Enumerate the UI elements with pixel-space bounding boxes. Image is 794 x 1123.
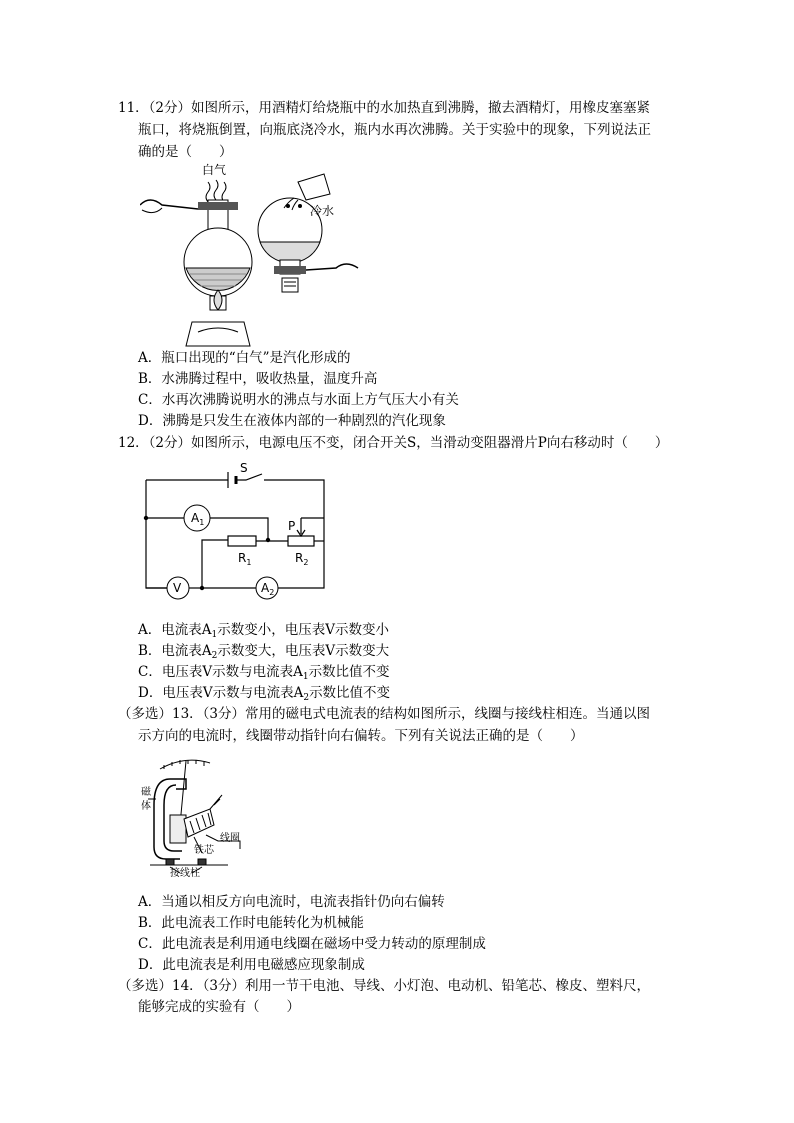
steam-wisps	[206, 180, 226, 202]
q13-option-d: D．此电流表是利用电磁感应现象制成	[138, 957, 365, 973]
q13-stem-line1: （多选）13．（3分）常用的磁电式电流表的结构如图所示，线圈与接线柱相连。当通以图	[118, 706, 651, 722]
q13-stem-line2: 示方向的电流时，线圈带动指针向右偏转。下列有关说法正确的是（ ）	[138, 728, 584, 744]
r1-label: $R_1$	[238, 551, 252, 567]
q11-option-c: C．水再次沸腾说明水的沸点与水面上方气压大小有关	[138, 392, 459, 408]
q12-stem-line1: 12．（2分）如图所示，电源电压不变，闭合开关S，当滑动变阻器滑片P向右移动时（ ）	[118, 435, 669, 451]
q14-stem-line1: （多选）14．（3分）利用一节干电池、导线、小灯泡、电动机、铅笔芯、橡皮、塑料尺，	[118, 978, 651, 994]
flask-upright	[140, 200, 252, 346]
q11-stem-line3: 确的是（ ）	[138, 144, 233, 160]
magnet-label: 磁	[141, 787, 151, 798]
voltmeter-label: V	[173, 581, 182, 595]
q12-option-d: D．电压表V示数与电流表$A_2$示数比值不变	[138, 685, 391, 703]
flask-inverted	[258, 174, 358, 292]
terminal-label: 接线柱	[170, 868, 200, 877]
q13-option-c: C．此电流表是利用通电线圈在磁场中受力转动的原理制成	[138, 936, 486, 952]
coil-label: 线圈	[220, 833, 240, 844]
q11-option-b: B．水沸腾过程中，吸收热量，温度升高	[138, 371, 378, 387]
q12-option-a: A．电流表$A_1$示数变小，电压表V示数变小	[138, 622, 389, 640]
q12-option-b: B．电流表$A_2$示数变大，电压表V示数变大	[138, 643, 390, 661]
q12-option-c: C．电压表V示数与电流表$A_1$示数比值不变	[138, 664, 390, 682]
switch-label: S	[240, 461, 248, 475]
magnet-label-2: 体	[141, 801, 151, 812]
steam-label: 白气	[202, 163, 227, 177]
q11-stem-line2: 瓶口，将烧瓶倒置，向瓶底浇冷水，瓶内水再次沸腾。关于实验中的现象，下列说法正	[138, 122, 651, 138]
q11-flask-figure	[140, 160, 360, 350]
q11-option-a: A．瓶口出现的“白气”是汽化形成的	[138, 350, 351, 366]
r2-label: $R_2$	[295, 551, 309, 567]
q11-option-d: D．沸腾是只发生在液体内部的一种剧烈的汽化现象	[138, 413, 446, 429]
q13-galvanometer-figure	[140, 755, 250, 877]
q13-option-b: B．此电流表工作时电能转化为机械能	[138, 915, 364, 931]
q12-circuit-figure	[140, 460, 330, 605]
slider-label: P	[288, 519, 296, 533]
q14-stem-line2: 能够完成的实验有（ ）	[138, 999, 300, 1015]
core-label: 铁芯	[194, 845, 214, 856]
q13-option-a: A．当通以相反方向电流时，电流表指针仍向右偏转	[138, 894, 445, 910]
ammeter2-label: $A_2$	[261, 581, 275, 597]
q11-stem-line1: 11．（2分）如图所示，用酒精灯给烧瓶中的水加热直到沸腾，撤去酒精灯，用橡皮塞塞紧	[118, 100, 651, 116]
cold-water-label: 冷水	[310, 204, 335, 218]
ammeter1-label: $A_1$	[191, 511, 205, 527]
